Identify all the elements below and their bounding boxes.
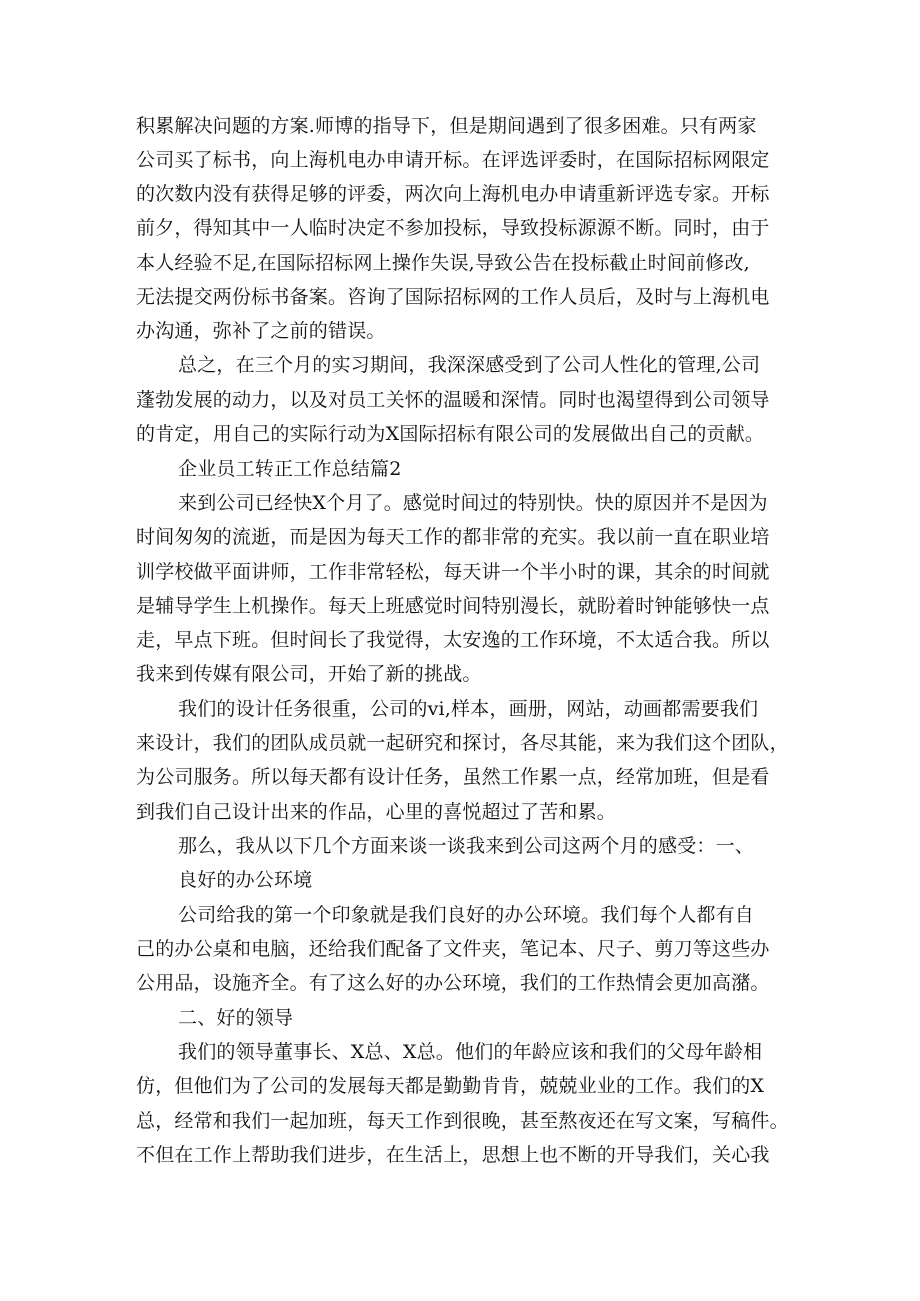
text-line: 公司买了标书，向上海机电办申请开标。在评选评委时，在国际招标网限定 [136,149,770,171]
paragraph-start-line: 我们的设计任务很重，公司的vi,样本，画册，网站，动画都需要我们 [178,698,759,720]
section-heading: 良好的办公环境 [178,869,313,891]
text-line: 办沟通，弥补了之前的错误。 [136,320,386,342]
text-line: 本人经验不足,在国际招标网上操作失误,导致公告在投标截止时间前修改, [136,252,750,274]
paragraph-start-line: 总之，在三个月的实习期间，我深深感受到了公司人性化的管理,公司 [178,354,761,376]
text-line: 到我们自己设计出来的作品，心里的喜悦超过了苦和累。 [136,801,617,823]
text-line: 己的办公桌和电脑，还给我们配备了文件夹，笔记本、尺子、剪刀等这些办 [136,938,770,960]
text-line: 训学校做平面讲师，工作非常轻松，每天讲一个半小时的课，其余的时间就 [136,561,770,583]
text-line: 来设计，我们的团队成员就一起研究和探讨，各尽其能，来为我们这个团队， [136,732,789,754]
text-line: 总，经常和我们一起加班，每天工作到很晚，甚至熬夜还在写文案，写稿件。 [136,1110,789,1132]
text-line: 仿，但他们为了公司的发展每天都是勤勤肯肯，兢兢业业的工作。我们的X [136,1075,765,1097]
text-line: 走，早点下班。但时间长了我觉得，太安逸的工作环境，不太适合我。所以 [136,629,770,651]
text-line: 是辅导学生上机操作。每天上班感觉时间特别漫长，就盼着时钟能够快一点 [136,595,770,617]
paragraph-start-line: 那么，我从以下几个方面来谈一谈我来到公司这两个月的感受：一、 [178,835,755,857]
text-line: 无法提交两份标书备案。咨询了国际招标网的工作人员后，及时与上海机电 [136,286,770,308]
text-line: 的肯定，用自己的实际行动为X国际招标有限公司的发展做出自己的贡献。 [136,423,765,445]
text-line: 我来到传媒有限公司，开始了新的挑战。 [136,663,482,685]
text-line: 公用品，设施齐全。有了这么好的办公环境，我们的工作热情会更加高潴。 [136,972,770,994]
text-line: 前夕，得知其中一人临时决定不参加投标，导致投标源源不断。同时，由于 [136,217,770,239]
section-heading: 二、好的领导 [178,1007,294,1029]
text-line: 为公司服务。所以每天都有设计任务，虽然工作累一点，经常加班，但是看 [136,766,770,788]
text-line: 不但在工作上帮助我们进步，在生活上，思想上也不断的开导我们，关心我 [136,1144,770,1166]
text-line: 的次数内没有获得足够的评委，两次向上海机电办申请重新评选专家。开标 [136,183,770,205]
text-line: 积累解决问题的方案.师博的指导下，但是期间遇到了很多困难。只有两家 [136,115,757,137]
paragraph-start-line: 我们的领导董事长、X总、X总。他们的年龄应该和我们的父母年龄相 [178,1041,763,1063]
section-heading: 企业员工转正工作总结篇2 [178,458,402,480]
text-line: 时间匆匆的流逝，而是因为每天工作的都非常的充实。我以前一直在职业培 [136,526,770,548]
text-line: 蓬勃发展的动力，以及对员工关怀的温暖和深情。同时也渴望得到公司领导 [136,389,770,411]
paragraph-start-line: 来到公司已经快X个月了。感觉时间过的特别快。快的原因并不是因为 [178,492,768,514]
paragraph-start-line: 公司给我的第一个印象就是我们良好的办公环境。我们每个人都有自 [178,904,755,926]
